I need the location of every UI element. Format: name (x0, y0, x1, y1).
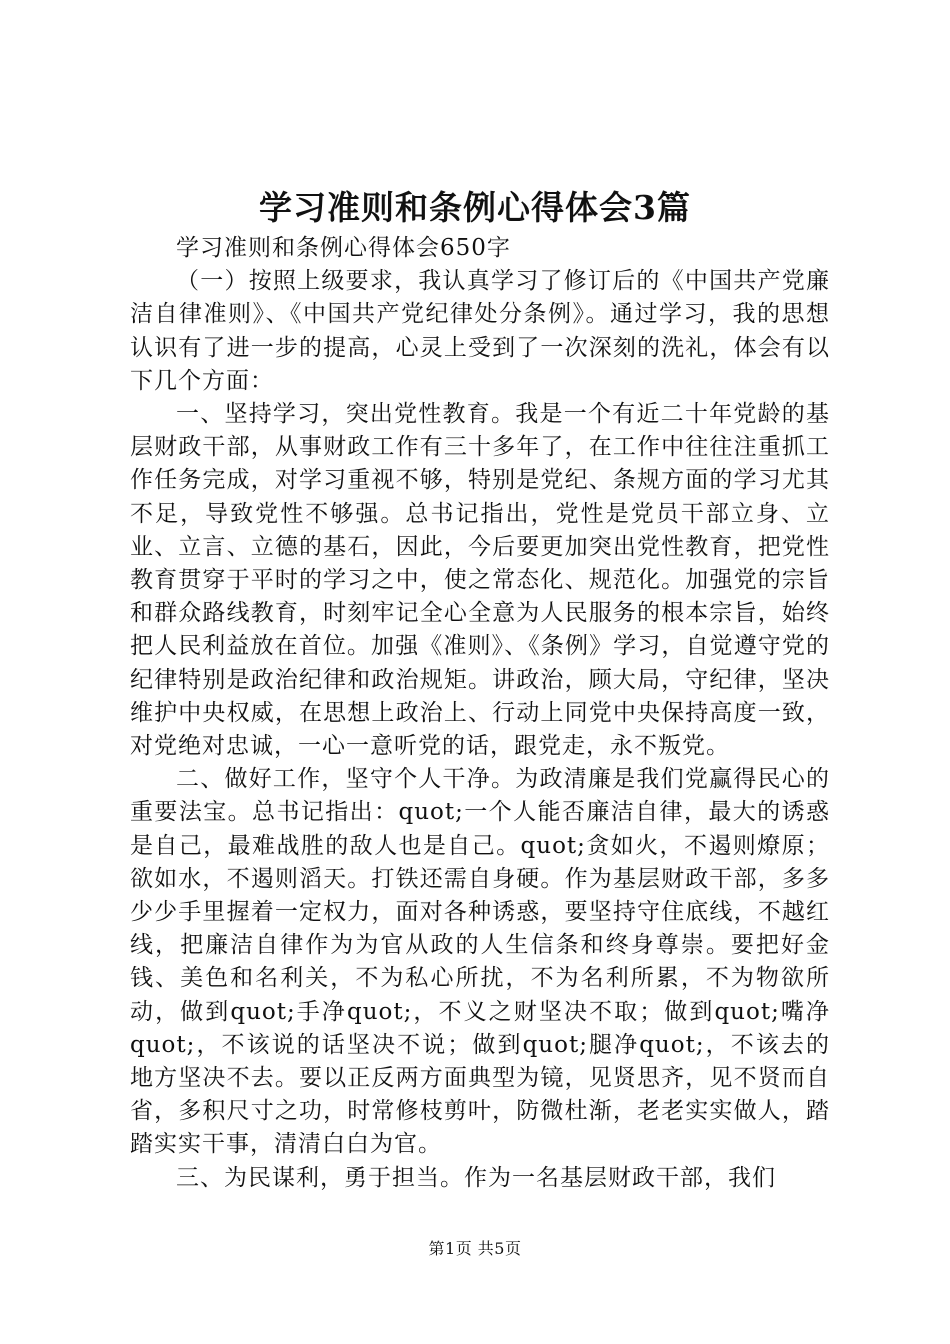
page-number-footer: 第1页 共5页 (428, 1239, 522, 1258)
paragraph-intro: （一）按照上级要求，我认真学习了修订后的《中国共产党廉洁自律准则》、《中国共产党纪律处分条例》。通过学习，我的思想认识有了进一步的提高，心灵上受到了一次深刻的洗礼，体会有以下几个方面： (130, 268, 830, 394)
paragraph-section-1: 一、坚持学习，突出党性教育。我是一个有近二十年党龄的基层财政干部，从事财政工作有三十多年了，在工作中往往注重抓工作任务完成，对学习重视不够，特别是党纪、条规方面的学习尤其不足，导致党性不够强。总书记指出，党性是党员干部立身、立业、立言、立德的基石，因此，今后要更加突出党性教育，把党性教育贯穿于平时的学习之中，使之常态化、规范化。加强党的宗旨和群众路线教育，时刻牢记全心全意为人民服务的根本宗旨，始终把人民利益放在首位。加强《准则》、《条例》学习，自觉遵守党的纪律特别是政治纪律和政治规矩。讲政治，顾大局，守纪律，坚决维护中央权威，在思想上政治上、行动上同党中央保持高度一致，对党绝对忠诚，一心一意听党的话，跟党走，永不叛党。 (130, 401, 830, 760)
paragraph-section-2: 二、做好工作，坚守个人干净。为政清廉是我们党赢得民心的重要法宝。总书记指出：quot;一个人能否廉洁自律，最大的诱惑是自己，最难战胜的敌人也是自己。quot;贪如火，不遏则燎原；欲如水，不遏则滔天。打铁还需自身硬。作为基层财政干部，多多少少手里握着一定权力，面对各种诱惑，要坚持守住底线，不越红线，把廉洁自律作为为官从政的人生信条和终身尊崇。要把好金钱、美色和名利关，不为私心所扰，不为名利所累，不为物欲所动，做到quot;手净quot;，不义之财坚决不取；做到quot;嘴净quot;，不该说的话坚决不说；做到quot;腿净quot;，不该去的地方坚决不去。要以正反两方面典型为镜，见贤思齐，见不贤而自省，多积尺寸之功，时常修枝剪叶，防微杜渐，老老实实做人，踏踏实实干事，清清白白为官。 (130, 766, 831, 1158)
document-title: 学习准则和条例心得体会3篇 (259, 188, 691, 227)
document-body (130, 232, 830, 1195)
paragraph-section-3: 三、为民谋利，勇于担当。作为一名基层财政干部，我们 (176, 1164, 776, 1191)
document-subtitle: 学习准则和条例心得体会650字 (176, 235, 511, 261)
